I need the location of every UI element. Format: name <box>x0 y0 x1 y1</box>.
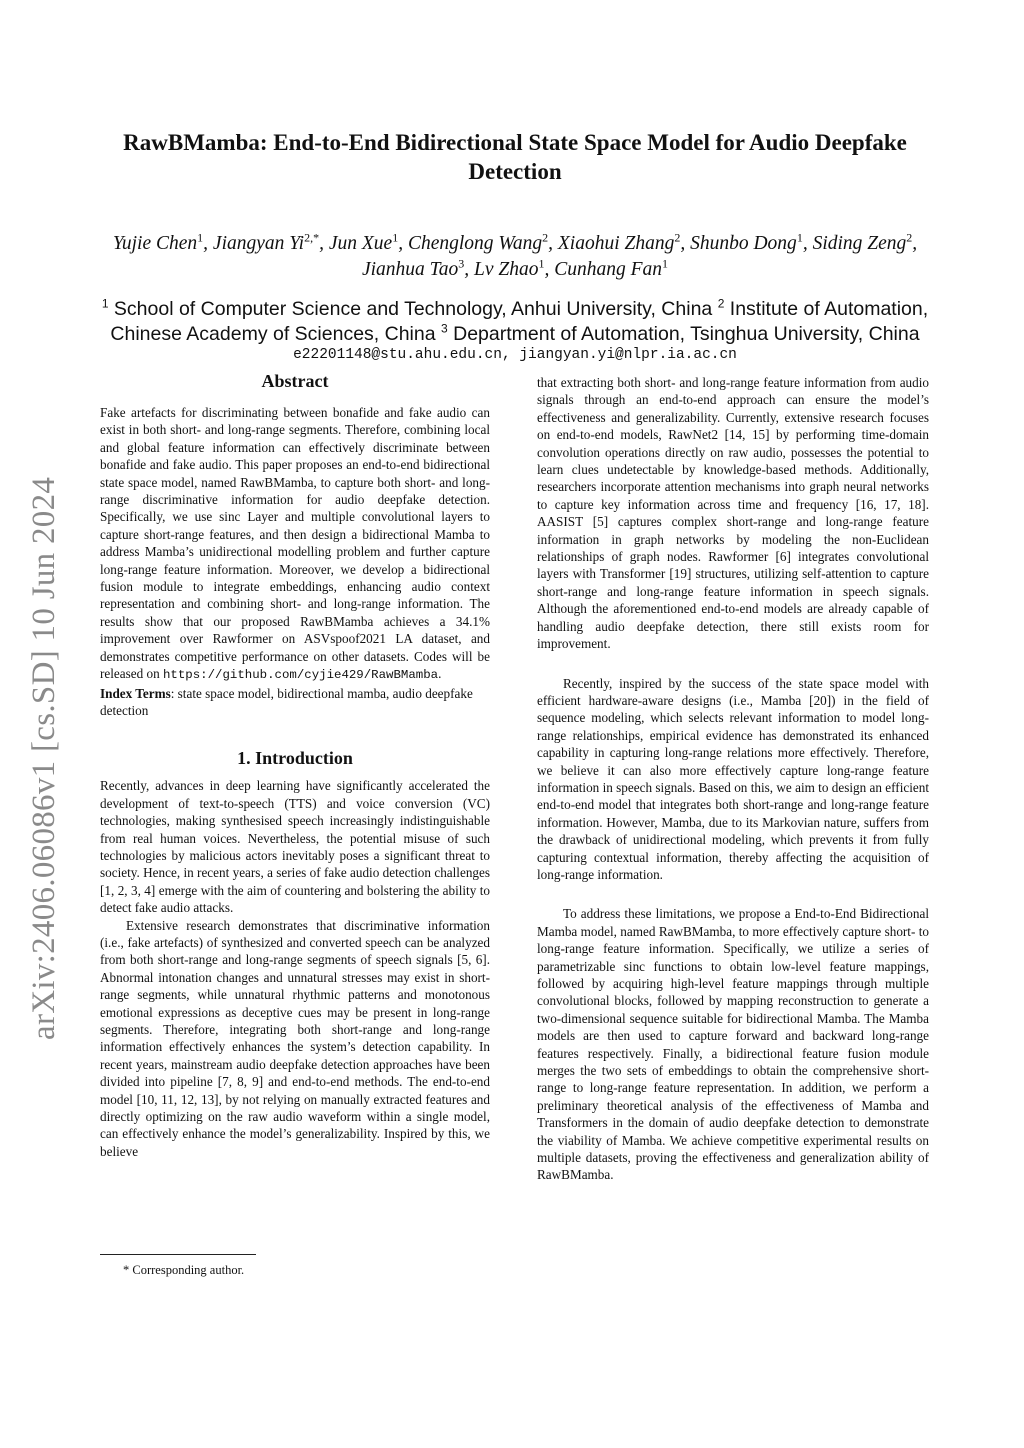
affiliation-list <box>100 297 930 347</box>
affiliation: $^3$ Department of Automation, Tsinghua University, China <box>441 321 920 345</box>
affiliation: $^1$ School of Computer Science and Technology, Anhui University, China <box>101 296 713 320</box>
author: Cunhang Fan$^1$ <box>554 256 669 280</box>
author: Jiangyan $Yi^{2,*}$, <box>212 230 329 254</box>
paragraph: Recently, advances in deep learning have significantly accelerated the development of text-to-speech (TTS) and voice conversion (VC) technologies, making synthesised speech increasingly indistinguishable from real human voices. Nevertheless, the potential misuse of such technologies by malicious actors inevitably poses a significant threat to society. Hence, in recent years, a series of fake audio detection challenges [1, 2, 3, 4] emerge with the aim of countering and bolstering the ability to detect fake audio attacks. <box>100 778 490 916</box>
author: Lv Zhao$^1$, <box>473 256 555 280</box>
author: Jianhua Tao$^3$, <box>361 256 474 280</box>
abstract-body: Fake artefacts for discriminating between bonafide and fake audio can exist in both short- and long-range segments. Therefore, combining local and global feature information can effectively discriminate between bonafide and fake audio. This paper proposes an end-to-end bidirectional state space model, named RawBMamba, to capture both short- and long-range discriminative information for audio deepfake detection. Specifically, we use sinc Layer and multiple convolutional layers to capture short-range features, and then design a bidirectional Mamba to address Mamba’s unidirectional modelling problem and further capture long-range feature information. Moreover, we develop a bidirectional fusion module to integrate embeddings, enhancing audio context representation and combining short- and long-range information. The results show that our proposed RawBMamba achieves a 34.1% improvement over Rawformer on ASVspoof2021 LA dataset, and demonstrates competitive performance on other datasets. Codes will be released on https://github.com/cyjie429/RawBMamba. <box>100 405 490 683</box>
author: Yujie Chen$^1$, <box>112 230 213 254</box>
paragraph: To address these limitations, we propose a End-to-End Bidirectional Mamba model, named RawBMamba, to more effectively capture short- to long-range feature information. Specifically, we utilize a series of parametrizable sinc functions to obtain low-level feature mappings, followed by acquiring high-level feature mappings through multiple convolutional blocks, followed by mapping reconstruction to generate a two-dimensional sequence suitable for bidirectional Mamba. The Mamba models are then used to capture forward and backward long-range features respectively. Finally, a bidirectional feature fusion module merges the two sets of embeddings to obtain the comprehensive short-range to long-range feature representation. In addition, we perform a preliminary theoretical analysis of the effectiveness of Mamba and Transformers in the domain of audio deepfake detection to demonstrate the viability of Mamba. We achieve competitive experimental results on multiple datasets, proving the effectiveness and generalization ability of RawBMamba. <box>537 906 929 1183</box>
footnote: * Corresponding author. <box>123 1263 245 1277</box>
introduction-heading: 1. Introduction <box>237 748 353 769</box>
code-link[interactable]: https://github.com/cyjie429/RawBMamba <box>162 668 439 683</box>
author-list <box>110 231 920 283</box>
affiliation: $^2$ Institute of Automation, Chinese Academy of Sciences, China <box>110 296 929 345</box>
paragraph: Extensive research demonstrates that discriminative information (i.e., fake artefacts) of synthesized and converted speech can be analyzed from both short-range and long-range segments of speech signals [5, 6]. Abnormal intonation changes and unnatural stresses may exist in short-range segments, while unnatural rhythmic patterns and monotonous emotional expressions as deceptive cues may be present in long-range segments. Therefore, integrating both short-range and long-range information effectively enhances the system’s detection capability. In recent years, mainstream audio deepfake detection approaches have been divided into pipeline [7, 8, 9] and end-to-end methods. The end-to-end model [10, 11, 12, 13], by not relying on manually extracted features and directly optimizing on the raw audio waveform within a single model, can effectively enhance the model’s generalizability. Inspired by this, we believe <box>100 917 490 1159</box>
author-emails: e22201148@stu.ahu.edu.cn, jiangyan.yi@nlpr.ia.ac.cn <box>293 347 737 363</box>
paragraph: Recently, inspired by the success of the state space model with efficient hardware-aware designs (i.e., Mamba [20]) in the field of sequence modeling, which selects relevant information to model long-range relationships, empirical evidence has demonstrated its enhanced capability in capturing long-range relations more effectively. Therefore, we believe it can also more effectively capture long-range feature information in speech signals. Based on this, we aim to design an efficient end-to-end model that integrates both short-range and long-range feature information. However, Mamba, due to its Markovian nature, suffers from the drawback of unidirectional modeling, which prevents it from fully capturing contextual information, thereby affecting the acquisition of long-range information. <box>537 675 929 882</box>
index-terms: Index Terms: state space model, bidirectional mamba, audio deepfake detection <box>100 685 473 718</box>
left-column <box>100 370 490 1160</box>
right-column <box>537 374 929 1184</box>
index-terms-label: Index Terms <box>100 685 171 701</box>
abstract-heading: Abstract <box>261 371 329 391</box>
paragraph: that extracting both short- and long-range feature information from audio signals through an end-to-end approach can ensure the model’s effectiveness and generalizability. Currently, extensive research focuses on end-to-end models, RawNet2 [14, 15] by performing time-domain convolution operations directly on raw audio, possesses the potential to learn clues undetectable by knowledge-based methods. Additionally, researchers incorporate attention mechanisms into graph neural networks to capture key information across time and frequency [16, 17, 18]. AASIST [5] captures complex short-range and long-range feature information in graph networks by modeling the non-Euclidean relationships of graph nodes. Rawformer [6] integrates convolutional layers with Transformer [19] structures, utilizing self-attention to capture short-range and long-range feature information in speech signals. Although the aforementioned end-to-end models are already capable of handling audio deepfake detection, there still exists room for improvement. <box>537 375 929 652</box>
author: Jun Xue$^1$, <box>328 230 408 254</box>
author: Xiaohui Zhang$^2$, <box>557 230 691 254</box>
arxiv-identifier: arXiv:2406.06086v1 [cs.SD] 10 Jun 2024 <box>26 476 62 1040</box>
author: Siding Zeng$^2$, <box>812 230 918 254</box>
footnote-divider <box>100 1254 256 1255</box>
author: Chenglong Wang$^2$, <box>407 230 558 254</box>
author: Shunbo Dong$^1$, <box>690 230 813 254</box>
paper-title: RawBMamba: End-to-End Bidirectional State Space Model for Audio Deepfake Detection <box>123 130 907 184</box>
